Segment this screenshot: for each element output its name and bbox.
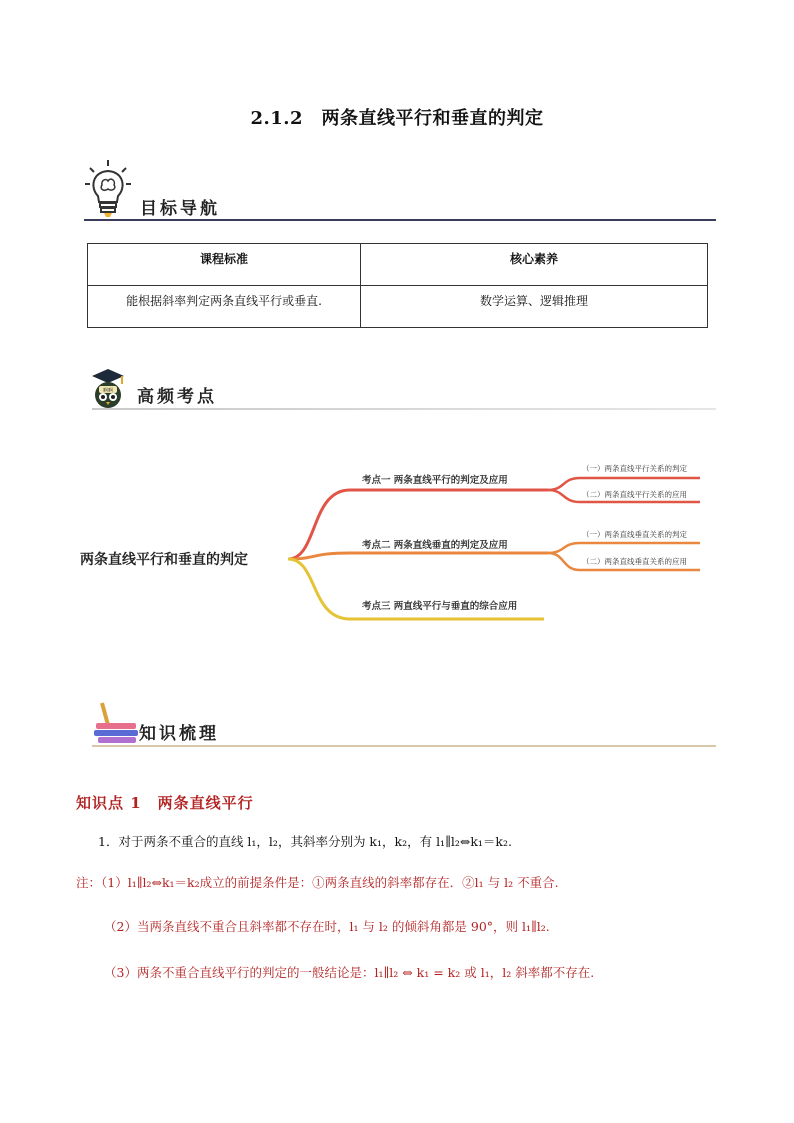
section-rule-knowledge: [92, 745, 716, 747]
mindmap-leaf-2b: （二）两条直线垂直关系的应用: [582, 557, 687, 566]
knowledge-note-2: （2）当两条直线不重合且斜率都不存在时，l₁ 与 l₂ 的倾斜角都是 90°，则 l₁∥l₂.: [104, 919, 550, 934]
section-rule-goal: [84, 219, 716, 221]
knowledge-line-1: 1．对于两条不重合的直线 l₁，l₂，其斜率分别为 k₁，k₂，有 l₁∥l₂⇔k₁＝k₂.: [98, 834, 512, 849]
table-header-standard: 课程标准: [88, 244, 361, 286]
lightbulb-icon: [84, 158, 132, 218]
section-title-exam: 高频考点: [137, 387, 217, 407]
mindmap-subconnector-2a: [548, 543, 700, 553]
section-rule-exam: [92, 408, 716, 410]
mindmap-branch-3: 考点三 两直线平行与垂直的综合应用: [362, 601, 518, 612]
section-title-knowledge: 知识梳理: [139, 724, 219, 744]
mindmap-leaf-1a: （一）两条直线平行关系的判定: [582, 464, 687, 473]
mindmap-leaf-1b: （二）两条直线平行关系的应用: [582, 490, 687, 499]
knowledge-point-title: 知识点 1 两条直线平行: [76, 794, 254, 812]
standards-table: [87, 243, 708, 328]
page-title: 2.1.2 两条直线平行和垂直的判定: [250, 108, 544, 129]
table-cell-standard: 能根据斜率判定两条直线平行或垂直.: [88, 286, 361, 328]
owl-graduate-icon: [86, 366, 130, 410]
knowledge-note-3: （3）两条不重合直线平行的判定的一般结论是：l₁∥l₂ ⇔ k₁ = k₂ 或 l₁，l₂ 斜率都不存在.: [104, 965, 595, 980]
mindmap-connector-2: [288, 553, 548, 559]
section-title-goal: 目标导航: [140, 199, 220, 219]
mindmap-branch-1: 考点一 两条直线平行的判定及应用: [362, 475, 508, 486]
mindmap-branch-2: 考点二 两条直线垂直的判定及应用: [362, 540, 508, 551]
mindmap-root: 两条直线平行和垂直的判定: [80, 552, 248, 568]
mindmap-leaf-2a: （一）两条直线垂直关系的判定: [582, 530, 687, 539]
books-pencil-icon: [92, 701, 142, 745]
svg-text:啊啊: 啊啊: [102, 388, 114, 394]
table-cell-competency: 数学运算、逻辑推理: [361, 286, 708, 328]
knowledge-note-1: 注：（1）l₁∥l₂⇔k₁＝k₂成立的前提条件是：①两条直线的斜率都存在．②l₁ 与 l₂ 不重合.: [76, 875, 559, 890]
table-header-competency: 核心素养: [361, 244, 708, 286]
